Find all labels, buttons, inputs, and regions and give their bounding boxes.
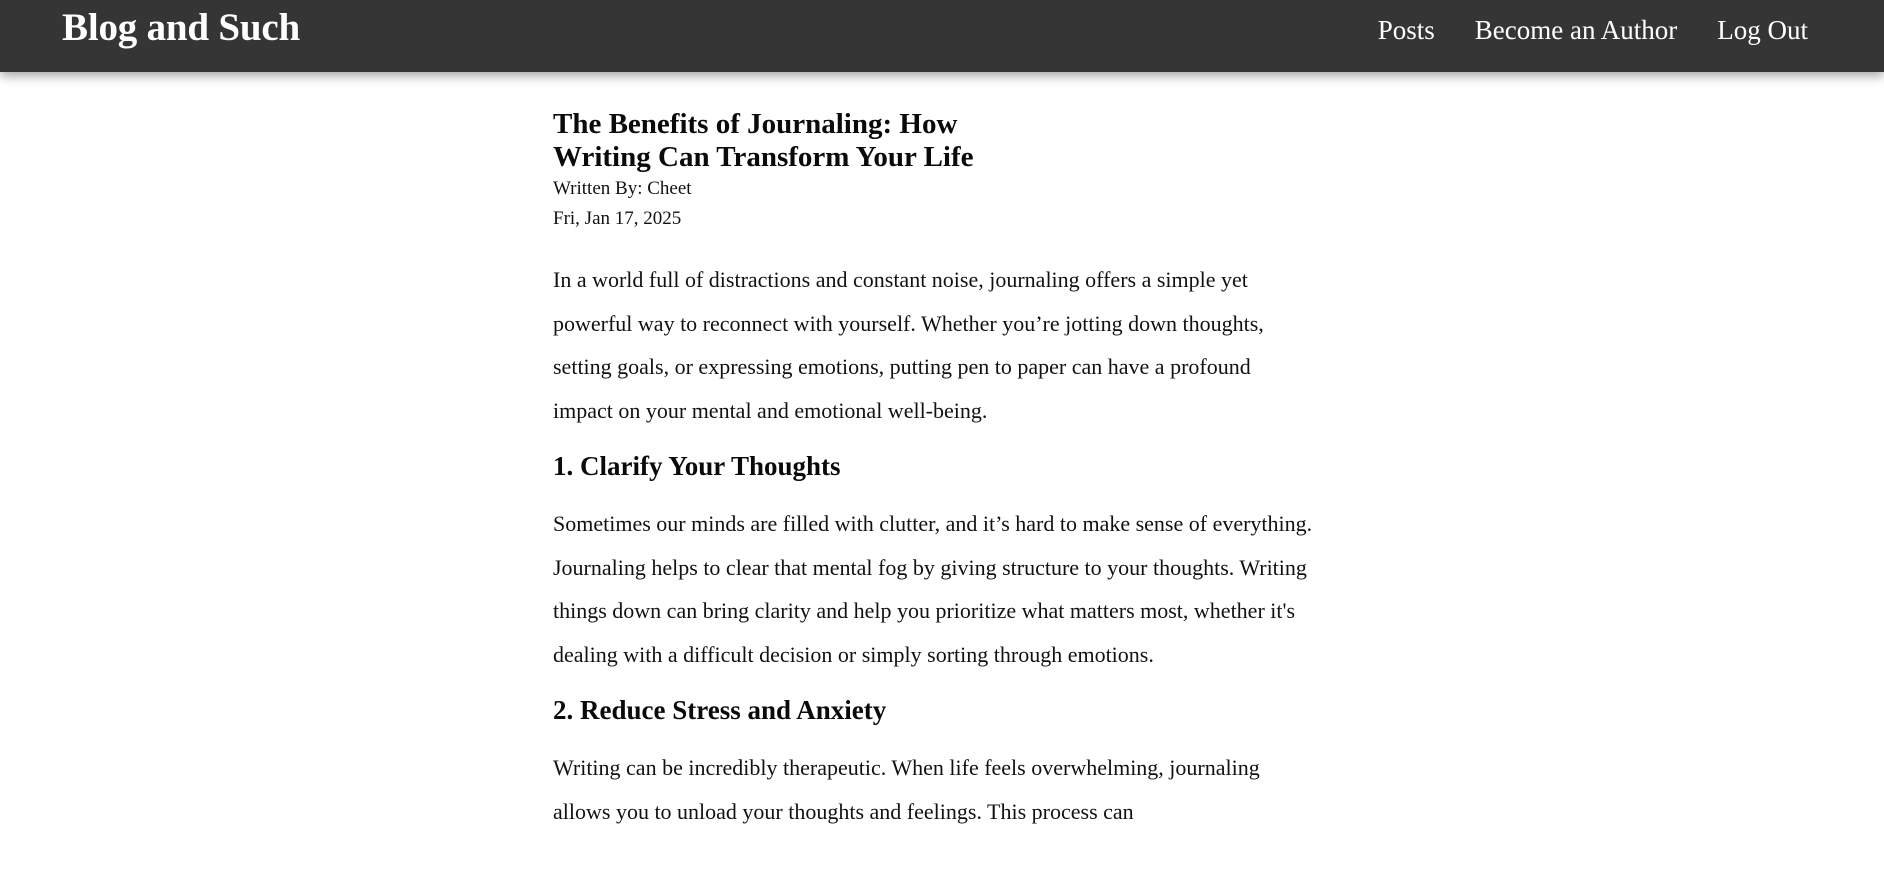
section-heading: 2. Reduce Stress and Anxiety <box>553 695 887 725</box>
nav-posts-link[interactable]: Posts <box>1377 15 1435 45</box>
post-intro-paragraph: In a world full of distractions and constant noise, journaling offers a simple yet powerful way to reconnect with yourself. Whether you’re jotting down thoughts, setting goals, or expressing emotions, putting pen to paper can have a profound impact on your mental and emotional well-being. <box>553 267 1264 423</box>
section-paragraph: Writing can be incredibly therapeutic. When life feels overwhelming, journaling allows you to unload your thoughts and feelings. This process can <box>553 755 1260 824</box>
nav-log-out-link[interactable]: Log Out <box>1717 15 1808 45</box>
post-title: The Benefits of Journaling: How Writing Can Transform Your Life <box>553 108 974 173</box>
post-date: Fri, Jan 17, 2025 <box>553 208 682 229</box>
section-paragraph: Sometimes our minds are filled with clutter, and it’s hard to make sense of everything. Journaling helps to clear that mental fog by giving structure to your thoughts. Writing things down can bring clarity and help you prioritize what matters most, whether it's dealing with a difficult decision or simply sorting through emotions. <box>553 511 1313 667</box>
nav-become-author-link[interactable]: Become an Author <box>1474 15 1678 45</box>
main-nav <box>1378 12 1808 48</box>
post-author: Written By: Cheet <box>553 178 692 199</box>
section-heading: 1. Clarify Your Thoughts <box>553 451 841 481</box>
top-navbar <box>0 0 1884 72</box>
post-article <box>553 108 1313 833</box>
brand-link[interactable]: Blog and Such <box>62 6 301 49</box>
